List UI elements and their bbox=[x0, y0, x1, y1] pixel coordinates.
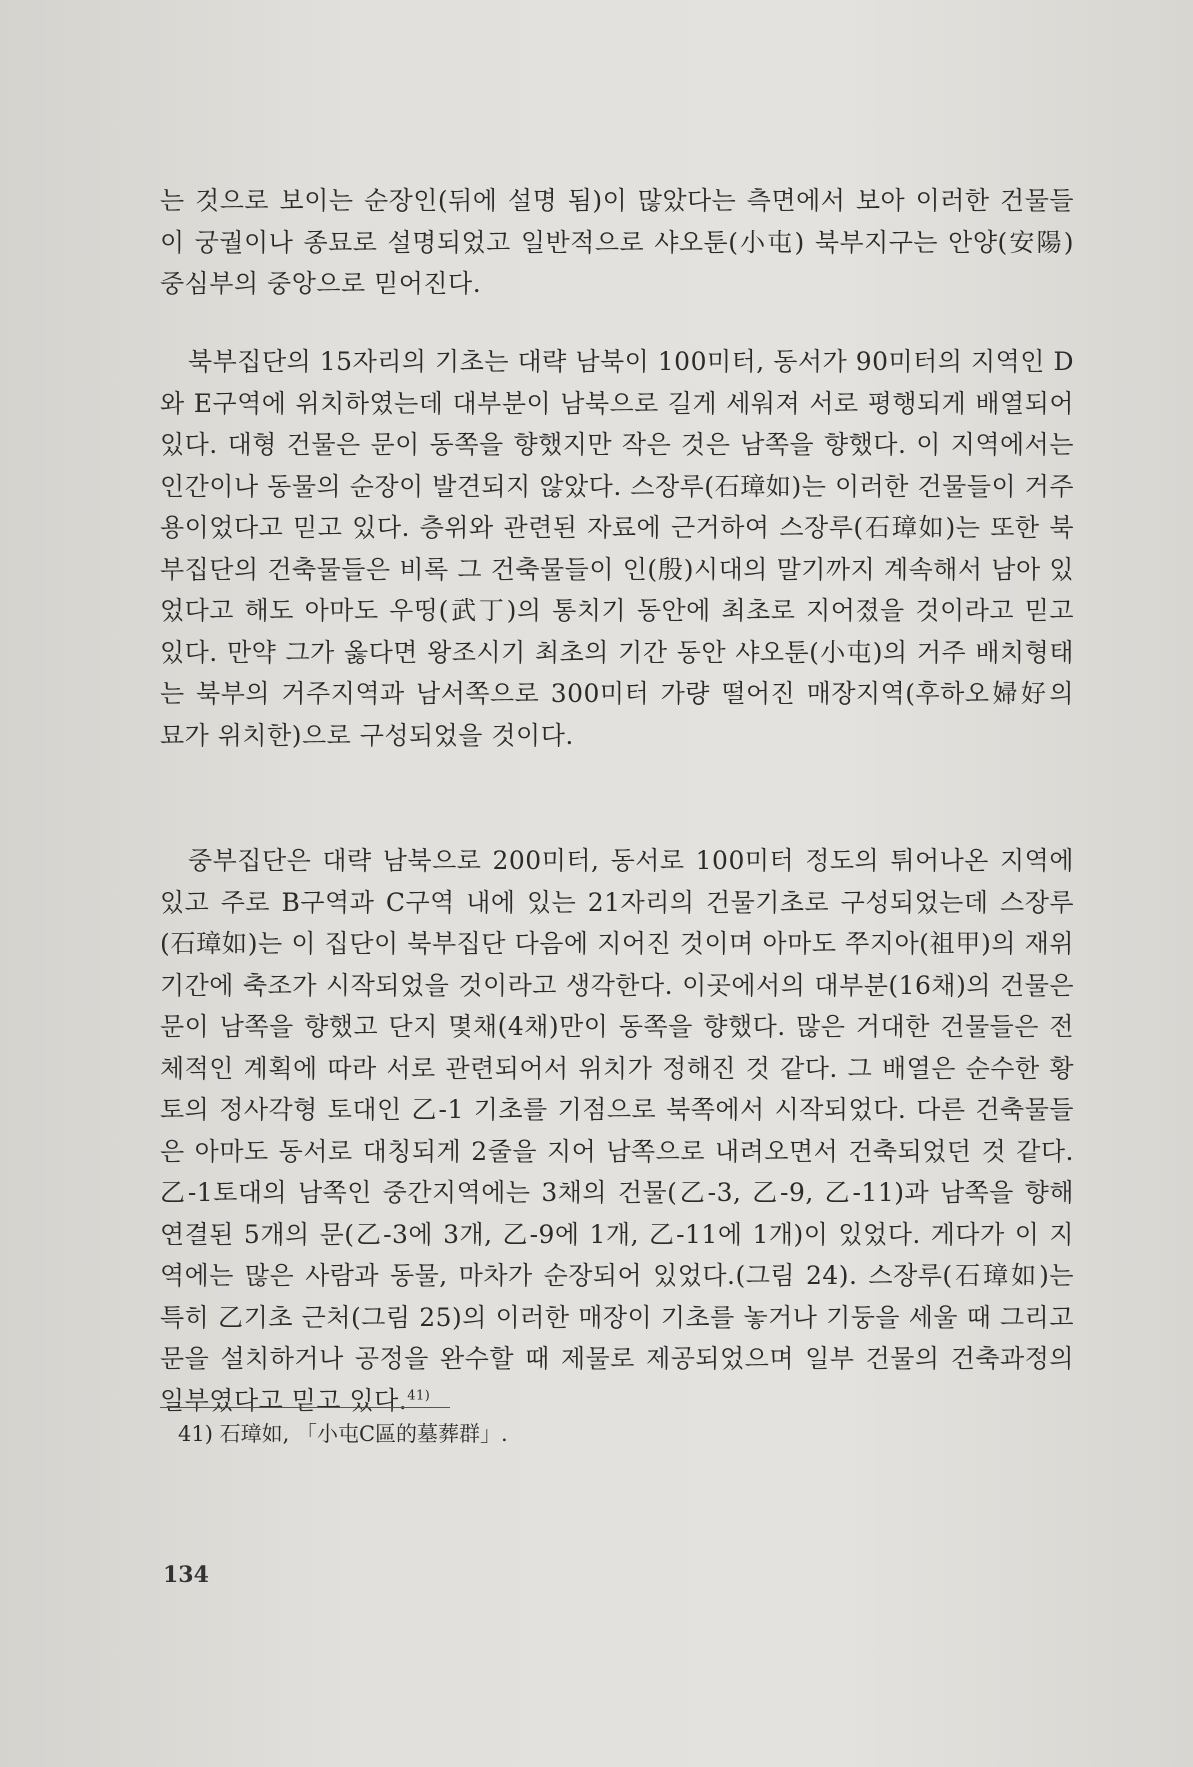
paragraph-2-text: 북부집단의 15자리의 기초는 대략 남북이 100미터, 동서가 90미터의 지역인 D와 E구역에 위치하였는데 대부분이 남북으로 길게 세워져 서로 평행되게 배열되어 있다. 대형 건물은 문이 동쪽을 향했지만 작은 것은 남쪽을 향했다. 이 지역에서는 인간이나 동물의 순장이 발견되지 않았다. 스장루(石璋如)는 이러한 건물들이 거주용이었다고 믿고 있다. 층위와 관련된 자료에 근거하여 스장루(石璋如)는 또한 북부집단의 건축물들은 비록 그 건축물들이 인(殷)시대의 말기까지 계속해서 남아 있었다고 해도 아마도 우띵(武丁)의 통치기 동안에 최초로 지어졌을 것이라고 믿고 있다. 만약 그가 옳다면 왕조시기 최초의 기간 동안 샤오툰(小屯)의 거주 배치형태는 북부의 거주지역과 남서쪽으로 300미터 가량 떨어진 매장지역(후하오婦好의 묘가 위치한)으로 구성되었을 것이다. bbox=[160, 347, 1074, 750]
page-number: 134 bbox=[163, 1562, 209, 1588]
footnote-reference: 41) bbox=[407, 1388, 431, 1404]
footnote: 41) 石璋如, 「小屯C區的墓葬群」. bbox=[178, 1422, 508, 1446]
footnote-divider bbox=[160, 1407, 450, 1408]
paragraph-1-text: 는 것으로 보이는 순장인(뒤에 설명 됨)이 많았다는 측면에서 보아 이러한 건물들이 궁궐이나 종묘로 설명되었고 일반적으로 샤오툰(小屯) 북부지구는 안양(安陽) 중심부의 중앙으로 믿어진다. bbox=[160, 186, 1074, 298]
paragraph-3-text: 중부집단은 대략 남북으로 200미터, 동서로 100미터 정도의 튀어나온 지역에 있고 주로 B구역과 C구역 내에 있는 21자리의 건물기초로 구성되었는데 스장루(石璋如)는 이 집단이 북부집단 다음에 지어진 것이며 아마도 쭈지아(祖甲)의 재위기간에 축조가 시작되었을 것이라고 생각한다. 이곳에서의 대부분(16채)의 건물은 문이 남쪽을 향했고 단지 몇채(4채)만이 동쪽을 향했다. 많은 거대한 건물들은 전체적인 계획에 따라 서로 관련되어서 위치가 정해진 것 같다. 그 배열은 순수한 황토의 정사각형 토대인 乙-1 기초를 기점으로 북쪽에서 시작되었다. 다른 건축물들은 아마도 동서로 대칭되게 2줄을 지어 남쪽으로 내려오면서 건축되었던 것 같다. 乙-1토대의 남쪽인 중간지역에는 3채의 건물(乙-3, 乙-9, 乙-11)과 남쪽을 향해 연결된 5개의 문(乙-3에 3개, 乙-9에 1개, 乙-11에 1개)이 있었다. 게다가 이 지역에는 많은 사람과 동물, 마차가 순장되어 있었다.(그림 24). 스장루(石璋如)는 특히 乙기초 근처(그림 25)의 이러한 매장이 기초를 놓거나 기둥을 세울 때 그리고 문을 설치하거나 공정을 완수할 때 제물로 제공되었으며 일부 건물의 건축과정의 일부였다고 믿고 있다. bbox=[160, 846, 1074, 1415]
paragraph-continued bbox=[160, 180, 1074, 305]
paragraph-central-group bbox=[160, 840, 1074, 1421]
paragraph-north-group bbox=[160, 341, 1074, 756]
